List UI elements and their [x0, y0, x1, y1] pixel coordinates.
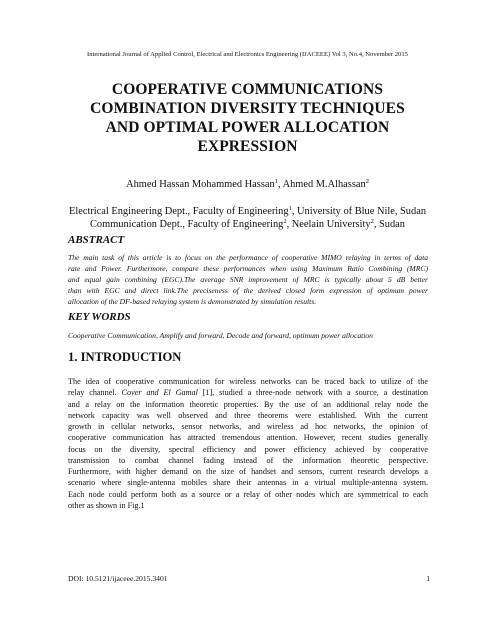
author-name: Ahmed M.Alhassan [282, 179, 366, 190]
author-separator: , [277, 179, 283, 190]
affiliation-text: , Sudan [373, 219, 405, 230]
body-line: scenario where single-antenna mobiles share their antennas in a virtual multiple-antenna system. [68, 478, 428, 488]
abstract-line: than with EGC and direct link.The preciseness of the derived closed form expression of optimum power [68, 286, 428, 295]
page-number: 1 [426, 574, 430, 583]
abstract-line: allocation of the DF-based relaying system is demonstrated by simulation results. [68, 297, 317, 306]
author-name: Ahmed Hassan Mohammed Hassan [126, 179, 275, 190]
body-text: relay channel. [68, 388, 122, 398]
title-line: COMBINATION DIVERSITY TECHNIQUES [90, 100, 405, 117]
journal-header: International Journal of Applied Control, Electrical and Electronics Engineering (IJACEEE) Vol 3, No.4, November 2015 [87, 51, 408, 58]
body-line [68, 387, 428, 398]
affiliation-text: Communication Dept., Faculty of Engineering [90, 219, 284, 230]
footer-doi: DOI: 10.5121/ijaceee.2015.3401 [68, 574, 168, 583]
title-line: EXPRESSION [197, 138, 298, 155]
cited-authors: Cover and El Gamal [121, 388, 198, 398]
abstract-line: and equal gain combining (EGC).The average SNR improvement of MRC is typically about 5 dB better [68, 275, 428, 284]
author-list [40, 178, 455, 191]
body-line: The idea of cooperative communication for wireless networks can be traced back to utilize of the [68, 377, 428, 386]
affiliation-text: Electrical Engineering Dept., Faculty of Engineering [68, 206, 289, 217]
author-affiliation-mark: 2 [365, 178, 369, 185]
affiliations [40, 205, 455, 231]
body-line: Each node could perform both as a source or a relay of other nodes which are symmetrical to each [68, 489, 428, 499]
affiliation-mark: 2 [370, 218, 374, 225]
author-affiliation-mark: 1 [274, 178, 278, 185]
body-line: cooperative communication has attracted tremendous attention. However, recent studies generally [68, 433, 428, 443]
title-line: AND OPTIMAL POWER ALLOCATION [105, 119, 390, 136]
body-line: focus on the diversity, spectral efficiency and power efficiency achieved by cooperative [68, 444, 428, 454]
body-line: Furthermore, with higher demand on the size of handset and sensors, current research develops a [68, 467, 428, 476]
body-line: transmission to combat channel fading instead of the information theoretic perspective. [68, 455, 428, 465]
affiliation-line [40, 218, 455, 231]
affiliation-text: , Neelain University [286, 219, 371, 230]
keywords-body: Cooperative Communication, Amplify and forward, Decode and forward, optimum power allocation [68, 331, 373, 340]
abstract-line: rate and Power. Furthermore, compare these performances when using Maximum Ratio Combining (MRC) [68, 264, 428, 273]
abstract-body [68, 252, 428, 307]
body-text: [1], studied a three-node network with a source, a destination [197, 388, 428, 398]
introduction-body [68, 376, 428, 511]
affiliation-line [40, 205, 455, 218]
affiliation-mark: 2 [283, 218, 287, 225]
abstract-heading: ABSTRACT [68, 234, 125, 246]
body-line: growth in cellular networks, sensor networks, and wireless ad hoc networks, the opinion of [68, 422, 428, 431]
section-heading-introduction: 1. INTRODUCTION [68, 350, 182, 364]
affiliation-mark: 1 [288, 205, 292, 212]
body-line: other as shown in Fig.1 [68, 500, 145, 510]
paper-title [40, 80, 455, 156]
body-line: network capacity was well observed and three theorems were established. With the current [68, 410, 428, 420]
affiliation-text: , University of Blue Nile, Sudan [291, 206, 427, 217]
abstract-line: The main task of this article is to focus on the performance of cooperative MIMO relaying in terms of data [68, 253, 428, 262]
keywords-heading: KEY WORDS [68, 311, 131, 323]
title-line: COOPERATIVE COMMUNICATIONS [111, 81, 384, 98]
body-line: and a relay on the information theoretic properties. By the use of an additional relay node the [68, 399, 428, 409]
